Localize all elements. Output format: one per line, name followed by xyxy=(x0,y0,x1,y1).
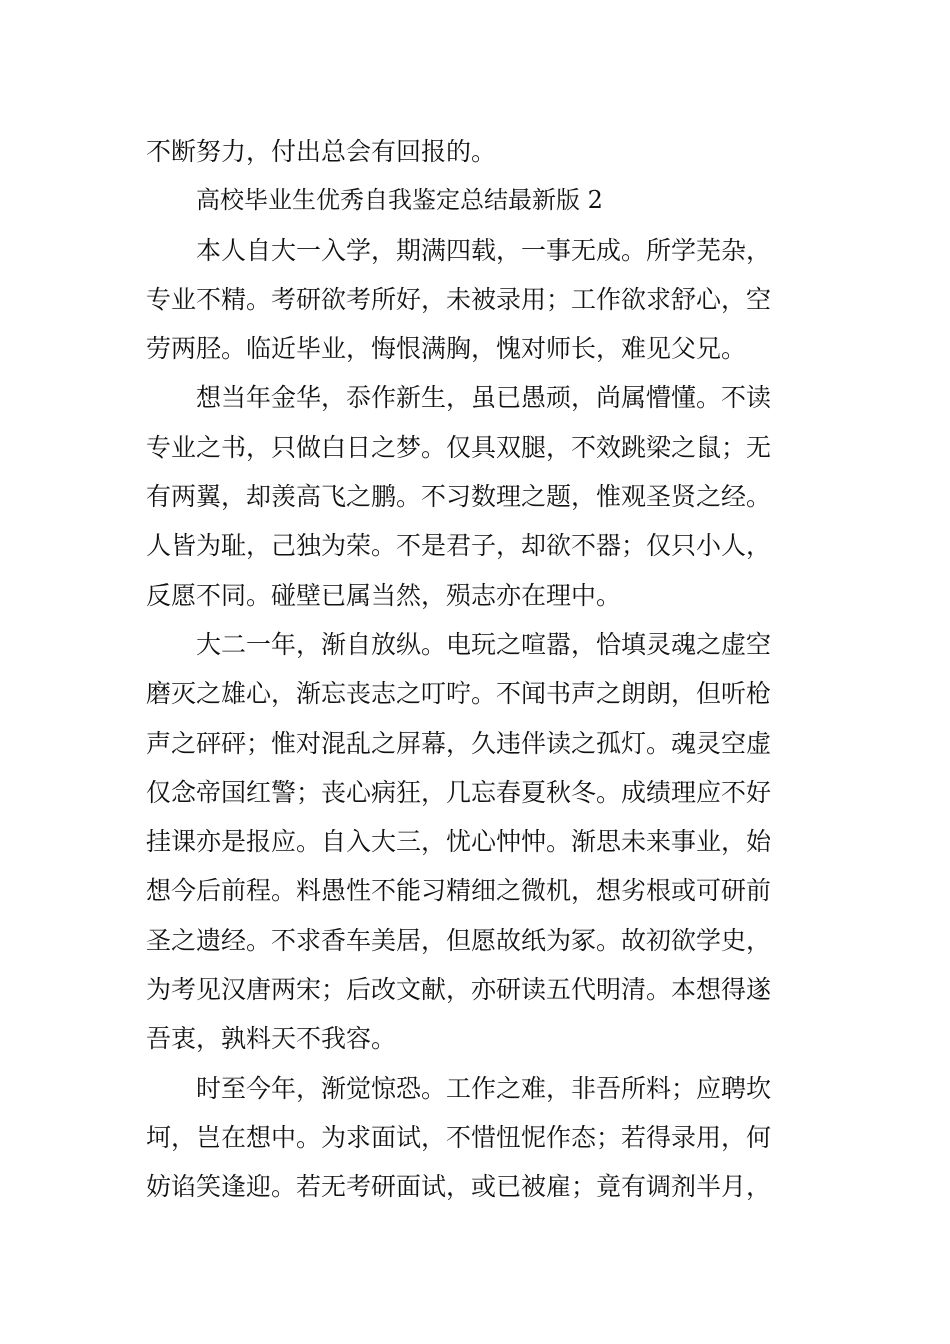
text-line: 劳两胫。临近毕业，悔恨满胸，愧对师长，难见父兄。 xyxy=(146,334,747,364)
text-line: 圣之遗经。不求香车美居，但愿故纸为冢。故初欲学史， xyxy=(146,925,772,955)
text-line: 声之砰砰；惟对混乱之屏幕，久违伴读之孤灯。魂灵空虚 xyxy=(146,728,772,758)
text-line: 人皆为耻，己独为荣。不是君子，却欲不器；仅只小人， xyxy=(146,531,772,561)
text-line: 专业之书，只做白日之梦。仅具双腿，不效跳梁之鼠；无 xyxy=(146,432,772,462)
text-line: 妨谄笑逢迎。若无考研面试，或已被雇；竟有调剂半月， xyxy=(146,1172,772,1202)
text-line: 坷，岂在想中。为求面试，不惜忸怩作态；若得录用，何 xyxy=(146,1122,772,1152)
text-line: 想今后前程。料愚性不能习精细之微机，想劣根或可研前 xyxy=(146,876,772,906)
text-line: 时至今年，渐觉惊恐。工作之难，非吾所料；应聘坎 xyxy=(196,1073,772,1103)
text-line: 想当年金华，忝作新生，虽已愚顽，尚属懵懂。不读 xyxy=(196,383,772,413)
text-line: 专业不精。考研欲考所好，未被录用；工作欲求舒心，空 xyxy=(146,284,772,314)
text-line: 大二一年，渐自放纵。电玩之喧嚣，恰填灵魂之虚空 xyxy=(196,629,772,659)
text-line: 反愿不同。碰壁已属当然，殒志亦在理中。 xyxy=(146,580,622,610)
text-line: 挂课亦是报应。自入大三，忧心忡忡。渐思未来事业，始 xyxy=(146,827,772,857)
text-line: 不断努力，付出总会有回报的。 xyxy=(146,137,497,166)
text-line: 为考见汉唐两宋；后改文献，亦研读五代明清。本想得遂 xyxy=(146,975,772,1005)
text-line: 吾衷，孰料天不我容。 xyxy=(146,1024,397,1054)
text-line: 本人自大一入学，期满四载，一事无成。所学芜杂， xyxy=(196,235,772,265)
document-heading: 高校毕业生优秀自我鉴定总结最新版 2 xyxy=(196,186,603,215)
text-line: 磨灭之雄心，渐忘丧志之叮咛。不闻书声之朗朗，但听枪 xyxy=(146,679,772,709)
text-line: 仅念帝国红警；丧心病狂，几忘春夏秋冬。成绩理应不好 xyxy=(146,777,772,807)
document-body xyxy=(146,127,806,1212)
text-line: 有两翼，却羡高飞之鹏。不习数理之题，惟观圣贤之经。 xyxy=(146,482,772,512)
